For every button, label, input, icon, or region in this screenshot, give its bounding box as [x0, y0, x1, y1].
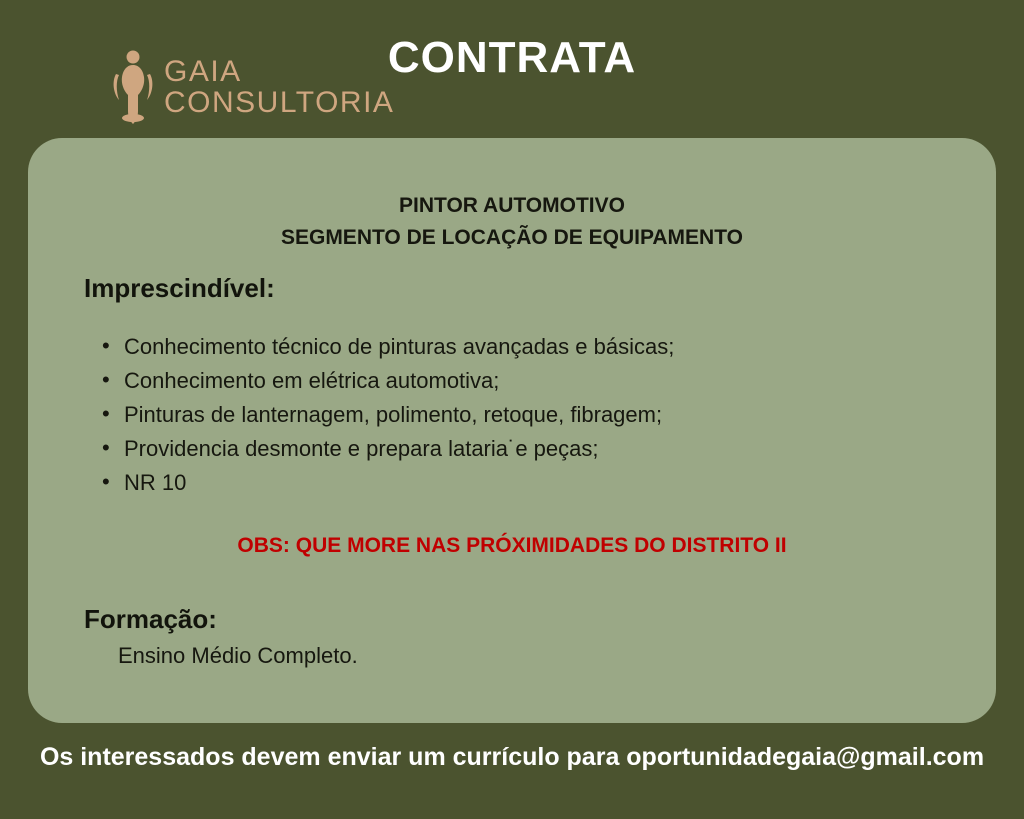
list-item: • Conhecimento técnico de pinturas avançadas e básicas;	[124, 330, 940, 364]
list-item: • NR 10	[124, 466, 940, 500]
requirements-list	[84, 330, 940, 500]
education-value: Ensino Médio Completo.	[118, 643, 358, 669]
requirements-label: Imprescindível:	[84, 273, 275, 303]
poster-header	[0, 0, 1024, 135]
logo-line-1: GAIA	[164, 54, 242, 88]
observation-note: OBS: QUE MORE NAS PRÓXIMIDADES DO DISTRITO II	[237, 534, 787, 558]
list-item: • Conhecimento em elétrica automotiva;	[124, 364, 940, 398]
job-details-card	[28, 138, 996, 723]
job-position-name: PINTOR AUTOMOTIVO	[399, 194, 625, 217]
page-title: CONTRATA	[387, 33, 637, 82]
list-item: • Pinturas de lanternagem, polimento, retoque, fibragem;	[124, 398, 940, 432]
logo-line-2: CONSULTORIA	[164, 86, 395, 119]
contact-instructions: Os interessados devem enviar um currículo para oportunidadegaia@gmail.com	[39, 743, 985, 771]
poster-footer	[0, 729, 1024, 819]
job-position-heading	[84, 190, 940, 253]
job-segment: SEGMENTO DE LOCAÇÃO DE EQUIPAMENTO	[280, 225, 744, 249]
list-item: • Providencia desmonte e prepara lataria˙e peças;	[124, 432, 940, 466]
education-label: Formação:	[84, 604, 217, 635]
